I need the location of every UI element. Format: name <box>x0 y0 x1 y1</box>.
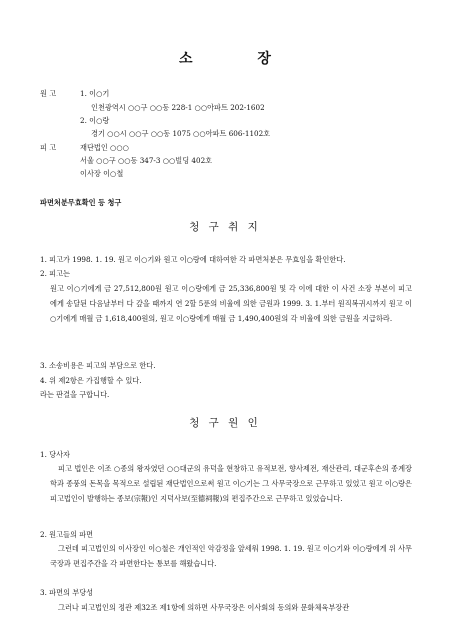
cause-1-title: 1. 당사자 <box>40 450 70 459</box>
defendant-name: 재단법인 ○○○ <box>80 143 129 152</box>
cause-3-title: 3. 파면의 부당성 <box>40 588 94 597</box>
case-title: 파면처분무효확인 등 청구 <box>40 198 122 207</box>
cause-1-body: 피고 법인은 이조 ○종의 왕자였던 ○○대군의 유덕을 현창하고 유적보전, 향사제전, 재산관리, 대군후손의 종계장학과 종풍의 돈목을 목적으로 설립된 재단법인으로써 원고 이○기는 그 사무국장으로 근무하고 있었고 원고 이○랑은 피고법인이 발행하는 종보(宗報)인 지덕사보(至德祠報)의 편집주간으로 근무하고 있었습니다. <box>50 464 412 503</box>
plaintiff-1-address: 인천광역시 ○○구 ○○동 228-1 ○○아파트 202-1602 <box>91 103 265 112</box>
plaintiff-2-name: 2. 이○랑 <box>80 116 110 125</box>
plaintiff-label: 원 고 <box>40 89 57 98</box>
cause-3-body: 그러나 피고법인의 정관 제32조 제1항에 의하면 사무국장은 이사회의 동의와 문화체육부장관 <box>58 603 350 612</box>
claims-item-2: 2. 피고는 <box>40 269 70 278</box>
claims-item-2-body: 원고 이○기에게 금 27,512,800원 원고 이○랑에게 금 25,336,800원 및 각 이에 대한 이 사건 소장 부본이 피고 에게 송달된 다음날부터 다 갚을 때까지 연 2할 5푼의 비율에 의한 금원과 1999. 3. 1.부터 원직복귀시까지 원고 이○기에게 매월 금 1,618,400원의, 원고 이○랑에게 매월 금 1,490,400원의 각 비율에 의한 금원을 지급하라. <box>50 284 412 323</box>
defendant-address: 서울 ○○구 ○○동 347-3 ○○빌딩 402호 <box>80 156 213 165</box>
causes-heading: 청 구 원 인 <box>189 417 261 429</box>
plaintiff-1-name: 1. 이○기 <box>80 89 110 98</box>
claims-item-4: 4. 위 제2항은 가집행할 수 있다. <box>40 376 142 385</box>
cause-2-body: 그런데 피고법인의 이사장인 이○철은 개인적인 악감정을 앞세워 1998. 1. 19. 원고 이○기와 이○랑에게 위 사무국장과 편집주간을 각 파면한다는 통보를 해왔습니다. <box>50 544 412 568</box>
cause-2-title: 2. 원고들의 파면 <box>40 530 94 539</box>
claims-heading: 청 구 취 지 <box>189 221 261 233</box>
document-title: 소 장 <box>179 51 301 67</box>
defendant-representative: 이사장 이○철 <box>80 169 124 178</box>
claims-item-1: 1. 피고가 1998. 1. 19. 원고 이○기와 원고 이○랑에 대하여한 각 파면처분은 무효임을 확인한다. <box>40 255 346 264</box>
plaintiff-2-address: 경기 ○○시 ○○구 ○○동 1075 ○○아파트 606-1102호 <box>91 129 271 138</box>
claims-closing: 라는 판결을 구합니다. <box>40 390 110 399</box>
claims-item-3: 3. 소송비용은 피고의 부담으로 한다. <box>40 361 156 370</box>
defendant-label: 피 고 <box>40 143 57 152</box>
